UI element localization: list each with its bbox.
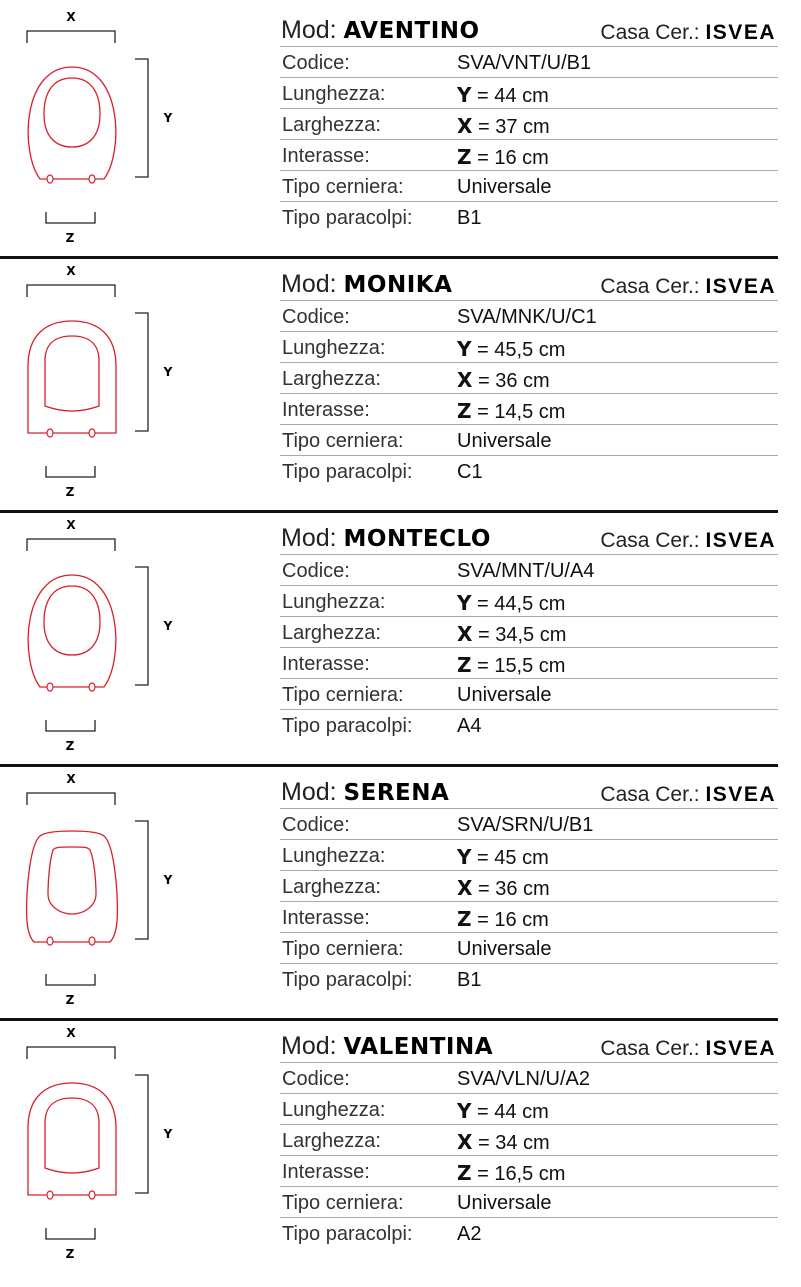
label: Tipo cerniera: xyxy=(282,684,404,706)
value: SVA/VNT/U/B1 xyxy=(457,52,592,74)
row-interasse xyxy=(280,648,778,679)
y-bracket xyxy=(135,313,148,431)
seat-opening-icon xyxy=(44,586,100,655)
dim-symbol: Z xyxy=(457,399,472,423)
brand-name: ISVEA xyxy=(705,21,776,44)
model-title xyxy=(281,524,491,553)
label: Codice: xyxy=(282,52,350,74)
value: Universale xyxy=(457,938,552,960)
row-interasse xyxy=(280,1156,778,1187)
model-title xyxy=(281,778,449,807)
row-lunghezza xyxy=(280,78,778,109)
spec-table xyxy=(280,256,778,486)
mod-label: Mod: xyxy=(281,524,337,552)
brand-label: Casa Cer.: xyxy=(600,21,700,44)
row-larghezza xyxy=(280,1125,778,1156)
dim-symbol: Z xyxy=(457,907,472,931)
hinge-pin-icon xyxy=(47,683,53,691)
dim-z-label: Z xyxy=(65,231,75,245)
row-larghezza xyxy=(280,871,778,902)
row-paracolpi xyxy=(280,710,778,740)
dim-value: = 36 cm xyxy=(477,370,550,392)
dim-z-label: Z xyxy=(65,485,75,499)
value xyxy=(457,1099,549,1124)
value xyxy=(457,145,549,170)
seat-outline-icon xyxy=(28,67,116,179)
dim-value: = 15,5 cm xyxy=(477,655,566,677)
dim-y-label: Y xyxy=(163,365,173,379)
row-cerniera xyxy=(280,933,778,964)
row-cerniera xyxy=(280,425,778,456)
dim-symbol: Y xyxy=(457,337,472,361)
spec-table xyxy=(280,764,778,994)
z-bracket xyxy=(46,720,95,731)
row-interasse xyxy=(280,140,778,171)
label: Tipo paracolpi: xyxy=(282,461,413,483)
dim-z-label: Z xyxy=(65,1247,75,1261)
dim-x-label: X xyxy=(66,518,76,532)
seat-opening-icon xyxy=(44,78,100,147)
brand-label: Casa Cer.: xyxy=(600,783,700,806)
label: Larghezza: xyxy=(282,1130,381,1152)
mod-label: Mod: xyxy=(281,1032,337,1060)
value: Universale xyxy=(457,176,552,198)
dim-value: = 45 cm xyxy=(477,847,549,869)
product-block xyxy=(0,2,778,259)
label: Codice: xyxy=(282,814,350,836)
model-name: AVENTINO xyxy=(343,18,480,44)
brand-name: ISVEA xyxy=(705,529,776,552)
seat-diagram xyxy=(0,510,260,764)
dim-symbol: Z xyxy=(457,145,472,169)
product-block xyxy=(0,764,778,1021)
hinge-pin-icon xyxy=(47,1191,53,1199)
label: Interasse: xyxy=(282,653,370,675)
dim-value: = 16,5 cm xyxy=(477,1163,566,1185)
model-name: SERENA xyxy=(343,780,450,806)
row-cerniera xyxy=(280,171,778,202)
row-interasse xyxy=(280,902,778,933)
dim-x-label: X xyxy=(66,264,76,278)
seat-diagram xyxy=(0,256,260,510)
hinge-pin-icon xyxy=(89,429,95,437)
value xyxy=(457,399,565,424)
row-lunghezza xyxy=(280,332,778,363)
dim-symbol: X xyxy=(457,368,473,392)
seat-opening-icon xyxy=(45,1098,99,1173)
dim-value: = 45,5 cm xyxy=(477,339,566,361)
spec-table xyxy=(280,1018,778,1248)
value xyxy=(457,622,566,647)
value: Universale xyxy=(457,1192,552,1214)
title-row xyxy=(280,2,778,47)
dim-symbol: Z xyxy=(457,653,472,677)
product-block xyxy=(0,256,778,513)
x-bracket xyxy=(27,793,115,805)
product-block xyxy=(0,1018,778,1272)
value: B1 xyxy=(457,207,482,229)
value: B1 xyxy=(457,969,482,991)
value xyxy=(457,368,550,393)
label: Larghezza: xyxy=(282,114,381,136)
label: Codice: xyxy=(282,306,350,328)
dim-x-label: X xyxy=(66,10,76,24)
y-bracket xyxy=(135,59,148,177)
label: Interasse: xyxy=(282,145,370,167)
model-title xyxy=(281,1032,493,1061)
row-larghezza xyxy=(280,363,778,394)
dim-y-label: Y xyxy=(163,873,173,887)
y-bracket xyxy=(135,821,148,939)
dim-symbol: X xyxy=(457,1130,473,1154)
dim-symbol: Y xyxy=(457,845,472,869)
label: Larghezza: xyxy=(282,622,381,644)
dim-value: = 44 cm xyxy=(477,1101,549,1123)
z-bracket xyxy=(46,466,95,477)
value: SVA/SRN/U/B1 xyxy=(457,814,594,836)
brand-label: Casa Cer.: xyxy=(600,1037,700,1060)
dim-value: = 14,5 cm xyxy=(477,401,566,423)
dim-z-label: Z xyxy=(65,739,75,753)
row-cerniera xyxy=(280,1187,778,1218)
label: Tipo cerniera: xyxy=(282,176,404,198)
brand-name: ISVEA xyxy=(705,1037,776,1060)
dim-y-label: Y xyxy=(163,619,173,633)
row-paracolpi xyxy=(280,456,778,486)
brand xyxy=(600,21,776,45)
seat-diagram xyxy=(0,2,260,256)
value: SVA/MNT/U/A4 xyxy=(457,560,595,582)
dim-x-label: X xyxy=(66,772,76,786)
label: Lunghezza: xyxy=(282,337,386,359)
dim-symbol: Y xyxy=(457,591,472,615)
spec-table xyxy=(280,2,778,232)
hinge-pin-icon xyxy=(89,1191,95,1199)
dim-y-label: Y xyxy=(163,111,173,125)
y-bracket xyxy=(135,567,148,685)
value xyxy=(457,83,549,108)
dim-symbol: Y xyxy=(457,1099,472,1123)
row-larghezza xyxy=(280,109,778,140)
title-row xyxy=(280,1018,778,1063)
value xyxy=(457,1130,550,1155)
hinge-pin-icon xyxy=(89,937,95,945)
value: SVA/VLN/U/A2 xyxy=(457,1068,591,1090)
label: Lunghezza: xyxy=(282,1099,386,1121)
spec-table xyxy=(280,510,778,740)
hinge-pin-icon xyxy=(47,429,53,437)
dim-symbol: Y xyxy=(457,83,472,107)
row-codice xyxy=(280,301,778,332)
value xyxy=(457,653,565,678)
mod-label: Mod: xyxy=(281,16,337,44)
label: Lunghezza: xyxy=(282,83,386,105)
value: Universale xyxy=(457,430,552,452)
label: Tipo cerniera: xyxy=(282,938,404,960)
label: Tipo paracolpi: xyxy=(282,1223,413,1245)
hinge-pin-icon xyxy=(89,175,95,183)
seat-outline-icon xyxy=(28,321,116,433)
value xyxy=(457,1161,565,1186)
x-bracket xyxy=(27,539,115,551)
value: C1 xyxy=(457,461,483,483)
row-lunghezza xyxy=(280,586,778,617)
title-row xyxy=(280,510,778,555)
dim-z-label: Z xyxy=(65,993,75,1007)
label: Interasse: xyxy=(282,399,370,421)
dim-value: = 34 cm xyxy=(477,1132,550,1154)
row-codice xyxy=(280,1063,778,1094)
x-bracket xyxy=(27,285,115,297)
row-interasse xyxy=(280,394,778,425)
dim-symbol: X xyxy=(457,876,473,900)
seat-diagram xyxy=(0,1018,260,1272)
title-row xyxy=(280,764,778,809)
value: A2 xyxy=(457,1223,482,1245)
value xyxy=(457,907,549,932)
seat-diagram xyxy=(0,764,260,1018)
label: Interasse: xyxy=(282,1161,370,1183)
model-name: VALENTINA xyxy=(343,1034,493,1060)
model-name: MONIKA xyxy=(343,272,453,298)
label: Tipo paracolpi: xyxy=(282,969,413,991)
dim-value: = 36 cm xyxy=(477,878,550,900)
dim-y-label: Y xyxy=(163,1127,173,1141)
label: Lunghezza: xyxy=(282,591,386,613)
z-bracket xyxy=(46,1228,95,1239)
brand xyxy=(600,783,776,807)
z-bracket xyxy=(46,212,95,223)
dim-value: = 44,5 cm xyxy=(477,593,566,615)
dim-value: = 44 cm xyxy=(477,85,549,107)
value xyxy=(457,876,550,901)
value xyxy=(457,114,550,139)
row-paracolpi xyxy=(280,202,778,232)
model-name: MONTECLO xyxy=(343,526,491,552)
seat-opening-icon xyxy=(45,336,99,411)
y-bracket xyxy=(135,1075,148,1193)
row-codice xyxy=(280,47,778,78)
row-cerniera xyxy=(280,679,778,710)
dim-symbol: X xyxy=(457,114,473,138)
label: Interasse: xyxy=(282,907,370,929)
dim-x-label: X xyxy=(66,1026,76,1040)
dim-symbol: Z xyxy=(457,1161,472,1185)
z-bracket xyxy=(46,974,95,985)
value: Universale xyxy=(457,684,552,706)
row-paracolpi xyxy=(280,964,778,994)
label: Tipo cerniera: xyxy=(282,430,404,452)
value xyxy=(457,845,549,870)
row-paracolpi xyxy=(280,1218,778,1248)
brand xyxy=(600,529,776,553)
value: A4 xyxy=(457,715,482,737)
seat-outline-icon xyxy=(28,1083,116,1195)
mod-label: Mod: xyxy=(281,778,337,806)
mod-label: Mod: xyxy=(281,270,337,298)
hinge-pin-icon xyxy=(47,937,53,945)
value xyxy=(457,591,565,616)
product-block xyxy=(0,510,778,767)
seat-outline-icon xyxy=(27,831,118,942)
row-codice xyxy=(280,555,778,586)
label: Codice: xyxy=(282,560,350,582)
x-bracket xyxy=(27,1047,115,1059)
hinge-pin-icon xyxy=(89,683,95,691)
x-bracket xyxy=(27,31,115,43)
hinge-pin-icon xyxy=(47,175,53,183)
label: Lunghezza: xyxy=(282,845,386,867)
dim-value: = 34,5 cm xyxy=(477,624,567,646)
label: Larghezza: xyxy=(282,876,381,898)
model-title xyxy=(281,270,452,299)
brand-name: ISVEA xyxy=(705,783,776,806)
brand-name: ISVEA xyxy=(705,275,776,298)
label: Tipo cerniera: xyxy=(282,1192,404,1214)
row-codice xyxy=(280,809,778,840)
brand xyxy=(600,275,776,299)
dim-symbol: X xyxy=(457,622,473,646)
value xyxy=(457,337,565,362)
dim-value: = 16 cm xyxy=(477,147,549,169)
row-larghezza xyxy=(280,617,778,648)
value: SVA/MNK/U/C1 xyxy=(457,306,597,328)
dim-value: = 16 cm xyxy=(477,909,549,931)
label: Tipo paracolpi: xyxy=(282,715,413,737)
seat-opening-icon xyxy=(48,847,96,914)
brand xyxy=(600,1037,776,1061)
dim-value: = 37 cm xyxy=(477,116,550,138)
title-row xyxy=(280,256,778,301)
model-title xyxy=(281,16,480,45)
brand-label: Casa Cer.: xyxy=(600,275,700,298)
label: Tipo paracolpi: xyxy=(282,207,413,229)
label: Larghezza: xyxy=(282,368,381,390)
row-lunghezza xyxy=(280,840,778,871)
seat-outline-icon xyxy=(28,575,116,687)
label: Codice: xyxy=(282,1068,350,1090)
row-lunghezza xyxy=(280,1094,778,1125)
brand-label: Casa Cer.: xyxy=(600,529,700,552)
